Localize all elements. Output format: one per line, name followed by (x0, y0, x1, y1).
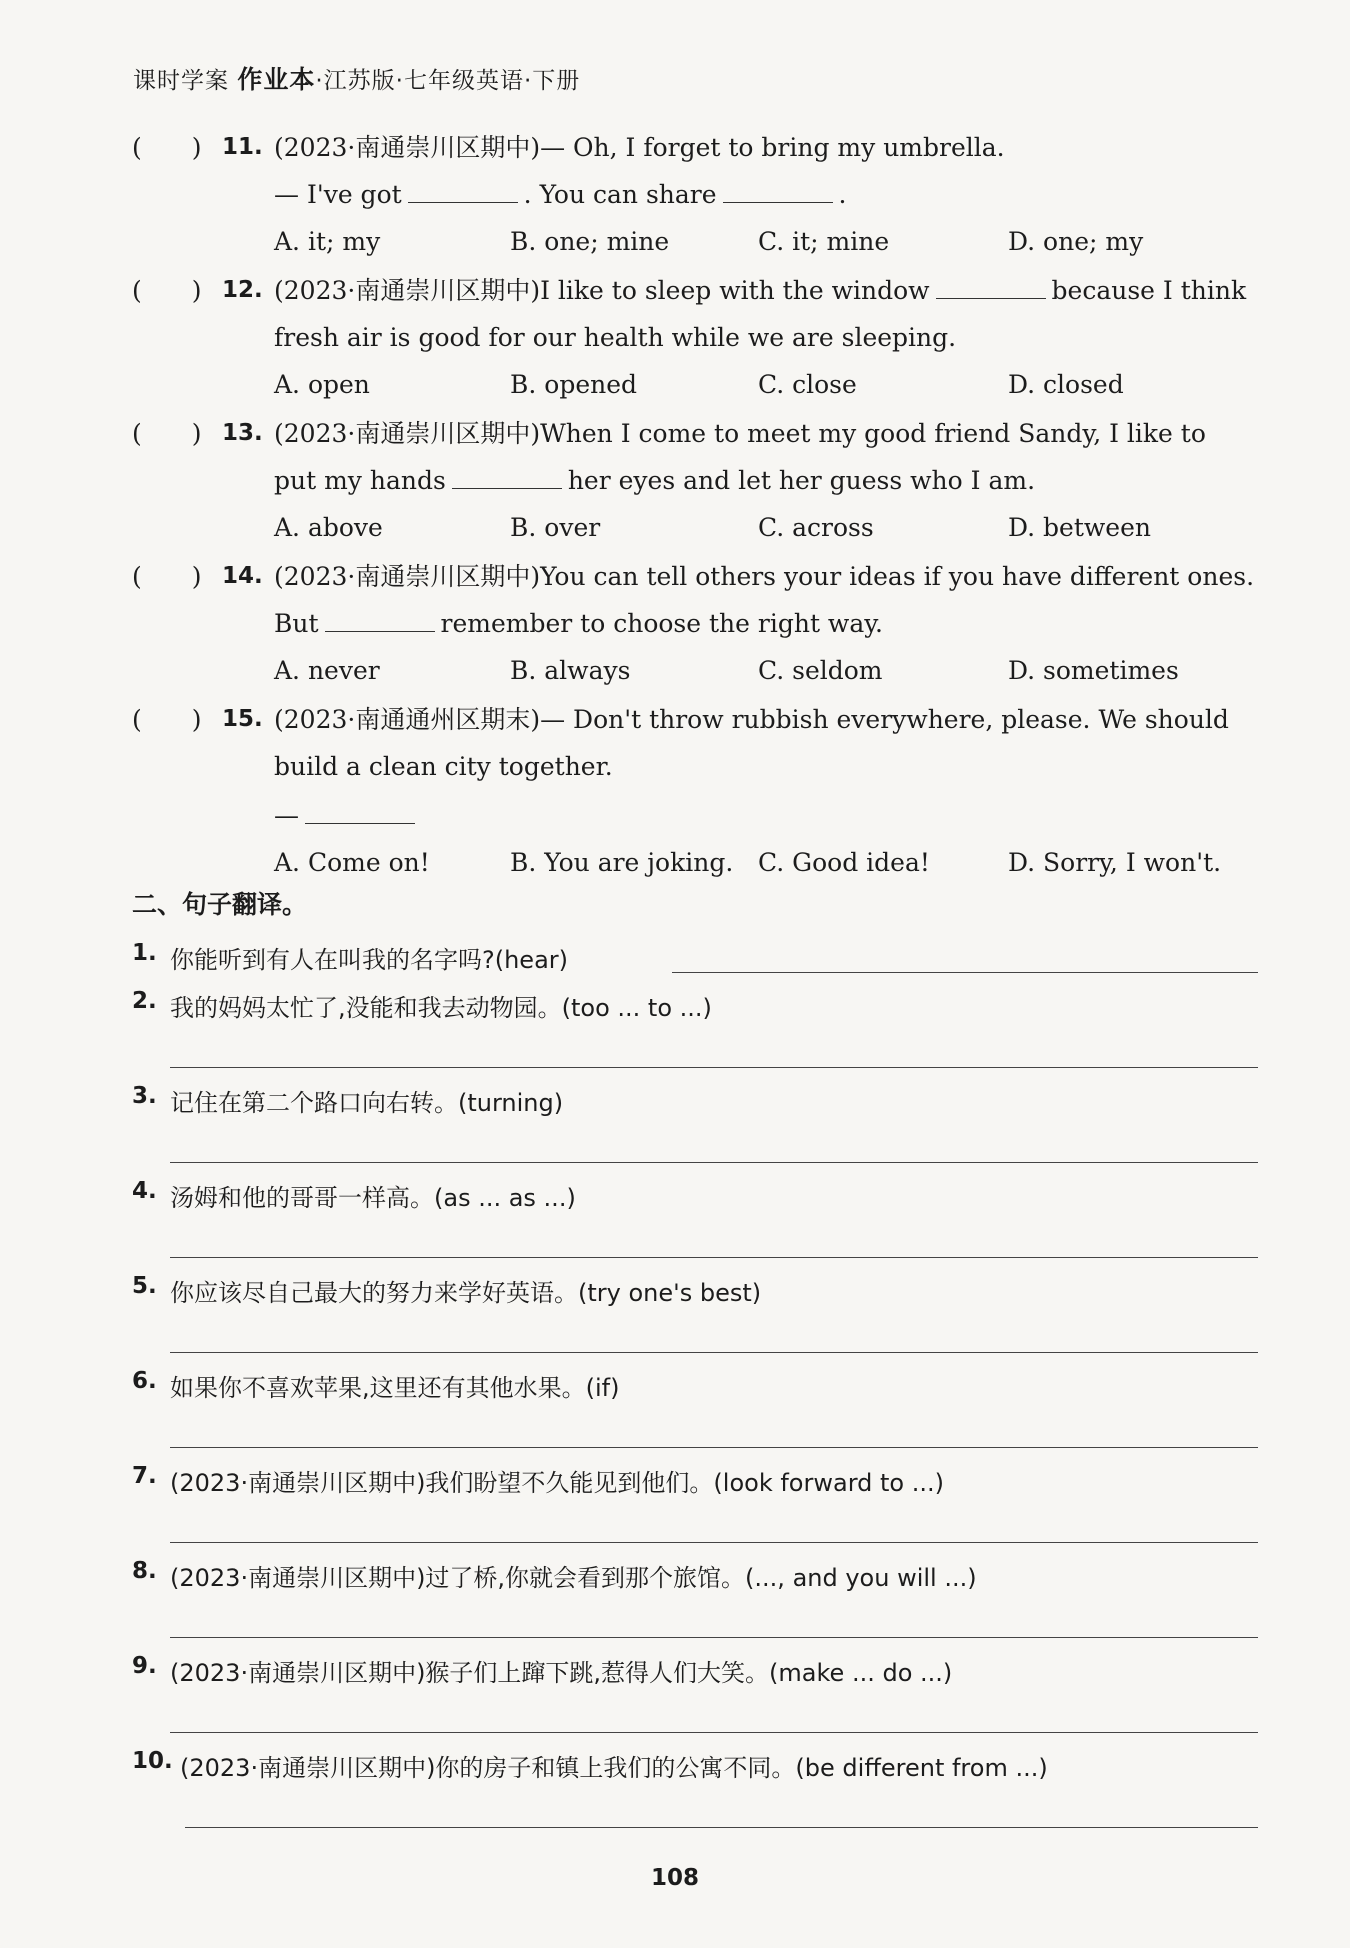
option-d: D. between (1008, 513, 1151, 542)
question-15 (132, 696, 1262, 886)
item-prompt: (2023·南通崇川区期中)猴子们上蹿下跳,惹得人们大笑。(make ... do ...) (170, 1659, 953, 1687)
option-c: C. close (758, 370, 857, 399)
answer-paren[interactable]: ( ) (132, 276, 202, 305)
blank[interactable] (325, 605, 435, 632)
question-number: 15. (222, 706, 263, 732)
question-stem: (2023·南通崇川区期中)I like to sleep with the window because I think (274, 267, 1246, 314)
item-number: 4. (132, 1178, 157, 1204)
answer-paren[interactable]: ( ) (132, 562, 202, 591)
question-number: 13. (222, 420, 263, 446)
question-number: 11. (222, 134, 263, 160)
option-b: B. always (510, 656, 631, 685)
item-number: 9. (132, 1653, 157, 1679)
option-b: B. one; mine (510, 227, 670, 256)
question-12 (132, 267, 1262, 407)
question-13 (132, 410, 1262, 550)
question-stem: (2023·南通崇川区期中)— Oh, I forget to bring my umbrella. (274, 133, 1005, 162)
blank[interactable] (305, 797, 415, 824)
option-a: A. open (274, 370, 370, 399)
question-line-2: — I've got . You can share . (274, 171, 846, 218)
option-a: A. never (274, 656, 380, 685)
item-prompt: 记住在第二个路口向右转。(turning) (170, 1089, 564, 1117)
answer-line[interactable] (185, 1827, 1258, 1828)
item-number: 6. (132, 1368, 157, 1394)
option-d: D. sometimes (1008, 656, 1179, 685)
item-number: 7. (132, 1463, 157, 1489)
question-14 (132, 553, 1262, 693)
question-stem: (2023·南通通州区期末)— Don't throw rubbish everywhere, please. We should (274, 705, 1229, 734)
item-prompt: 汤姆和他的哥哥一样高。(as ... as ...) (170, 1184, 576, 1212)
option-b: B. over (510, 513, 601, 542)
question-number: 14. (222, 563, 263, 589)
item-number: 8. (132, 1558, 157, 1584)
answer-line[interactable] (672, 972, 1258, 973)
option-c: C. across (758, 513, 874, 542)
blank[interactable] (452, 462, 562, 489)
option-c: C. seldom (758, 656, 883, 685)
question-line-2: But remember to choose the right way. (274, 600, 883, 647)
question-line-2: fresh air is good for our health while we are sleeping. (274, 323, 957, 352)
item-number: 10. (132, 1748, 173, 1774)
header-book-type: 作业本 (237, 65, 316, 94)
header-series: 课时学案 (133, 68, 238, 94)
item-number: 1. (132, 940, 157, 966)
blank[interactable] (936, 272, 1046, 299)
option-b: B. opened (510, 370, 638, 399)
answer-line[interactable] (170, 1257, 1258, 1258)
answer-line[interactable] (170, 1542, 1258, 1543)
page-number: 108 (650, 1865, 699, 1891)
item-number: 2. (132, 988, 157, 1014)
item-prompt: (2023·南通崇川区期中)你的房子和镇上我们的公寓不同。(be different from ...) (180, 1754, 1048, 1782)
question-stem: (2023·南通崇川区期中)When I come to meet my good friend Sandy, I like to (274, 419, 1206, 448)
option-c: C. Good idea! (758, 848, 930, 877)
question-line-3: — (274, 792, 421, 839)
question-number: 12. (222, 277, 263, 303)
option-d: D. one; my (1008, 227, 1144, 256)
item-number: 5. (132, 1273, 157, 1299)
answer-line[interactable] (170, 1162, 1258, 1163)
blank[interactable] (408, 176, 518, 203)
option-d: D. closed (1008, 370, 1124, 399)
section-title: 二、句子翻译。 (132, 890, 308, 919)
option-c: C. it; mine (758, 227, 890, 256)
option-a: A. Come on! (274, 848, 430, 877)
answer-line[interactable] (170, 1637, 1258, 1638)
item-prompt: 你能听到有人在叫我的名字吗?(hear) (170, 946, 569, 974)
answer-paren[interactable]: ( ) (132, 133, 202, 162)
question-11 (132, 124, 1262, 264)
option-a: A. above (274, 513, 383, 542)
question-stem: (2023·南通崇川区期中)You can tell others your ideas if you have different ones. (274, 562, 1255, 591)
item-prompt: 如果你不喜欢苹果,这里还有其他水果。(if) (170, 1374, 620, 1402)
option-a: A. it; my (274, 227, 381, 256)
answer-paren[interactable]: ( ) (132, 419, 202, 448)
item-prompt: 我的妈妈太忙了,没能和我去动物园。(too ... to ...) (170, 994, 712, 1022)
page-header (133, 60, 580, 96)
answer-line[interactable] (170, 1067, 1258, 1068)
answer-paren[interactable]: ( ) (132, 705, 202, 734)
option-b: B. You are joking. (510, 848, 734, 877)
answer-line[interactable] (170, 1447, 1258, 1448)
question-line-2: put my hands her eyes and let her guess who I am. (274, 457, 1035, 504)
item-prompt: 你应该尽自己最大的努力来学好英语。(try one's best) (170, 1279, 762, 1307)
item-number: 3. (132, 1083, 157, 1109)
header-edition: ·江苏版·七年级英语·下册 (315, 68, 581, 94)
answer-line[interactable] (170, 1352, 1258, 1353)
option-d: D. Sorry, I won't. (1008, 848, 1222, 877)
answer-line[interactable] (170, 1732, 1258, 1733)
item-prompt: (2023·南通崇川区期中)我们盼望不久能见到他们。(look forward to ...) (170, 1469, 944, 1497)
blank[interactable] (723, 176, 833, 203)
item-prompt: (2023·南通崇川区期中)过了桥,你就会看到那个旅馆。(..., and you will ...) (170, 1564, 977, 1592)
question-line-2: build a clean city together. (274, 752, 613, 781)
